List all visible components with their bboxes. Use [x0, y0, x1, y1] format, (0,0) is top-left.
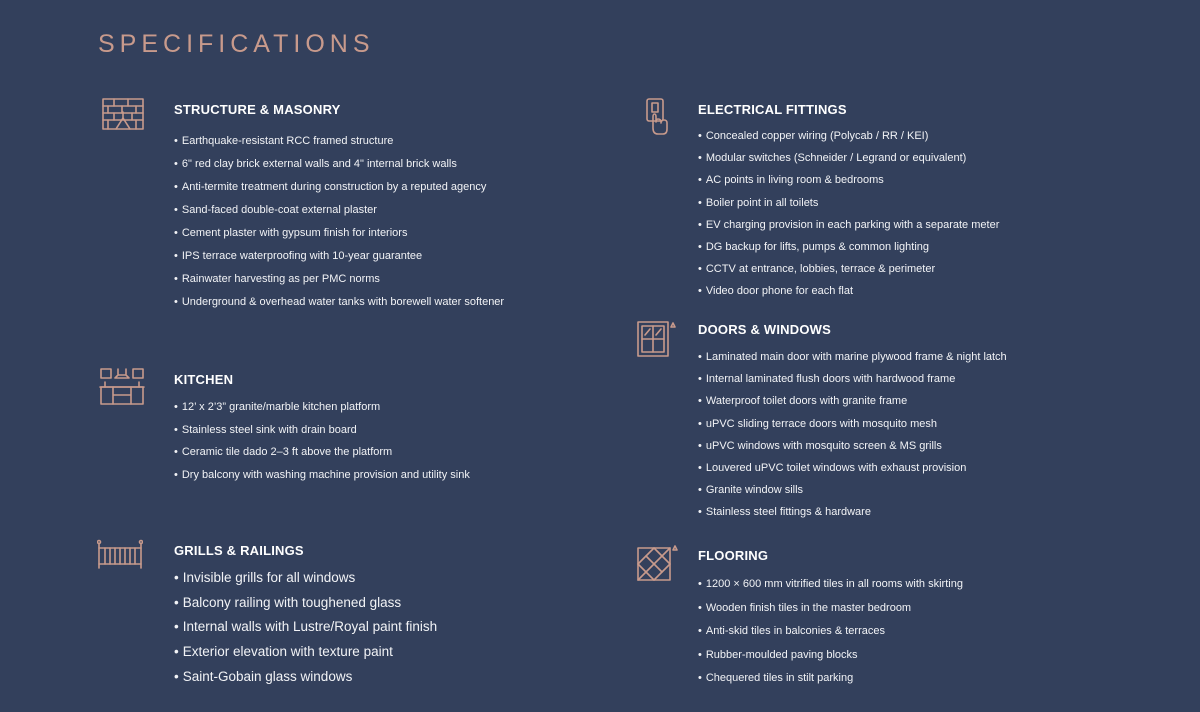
list-item: • uPVC sliding terrace doors with mosquito mesh: [698, 413, 1007, 435]
list-item: • Internal laminated flush doors with hardwood frame: [698, 368, 1007, 390]
list-item: • Video door phone for each flat: [698, 280, 999, 302]
list-item: • Waterproof toilet doors with granite frame: [698, 390, 1007, 412]
list-item: • Chequered tiles in stilt parking: [698, 667, 963, 691]
list-item: • EV charging provision in each parking with a separate meter: [698, 214, 999, 236]
list-item: • Balcony railing with toughened glass: [174, 591, 437, 616]
list-item: • Concealed copper wiring (Polycab / RR / KEI): [698, 125, 999, 147]
page-title: SPECIFICATIONS: [98, 30, 375, 58]
kitchen-icon: [99, 367, 145, 407]
section-heading: FLOORING: [698, 548, 769, 563]
list-item: • IPS terrace waterproofing with 10-year guarantee: [174, 245, 504, 268]
list-item: • Earthquake-resistant RCC framed structure: [174, 130, 504, 153]
list-item: • Rubber-moulded paving blocks: [698, 644, 963, 668]
list-item: • uPVC windows with mosquito screen & MS grills: [698, 435, 1007, 457]
section-heading: KITCHEN: [174, 372, 234, 387]
list-item: • CCTV at entrance, lobbies, terrace & perimeter: [698, 258, 999, 280]
floor-tiles-icon: [633, 544, 679, 584]
window-icon: [633, 319, 679, 359]
list-item: • Laminated main door with marine plywood frame & night latch: [698, 346, 1007, 368]
section-heading: DOORS & WINDOWS: [698, 322, 831, 337]
list-item: • Underground & overhead water tanks with borewell water softener: [174, 291, 504, 314]
list-item: • Stainless steel sink with drain board: [174, 419, 470, 442]
section-heading: STRUCTURE & MASONRY: [174, 102, 341, 117]
railing-icon: [97, 538, 143, 578]
list-item: • DG backup for lifts, pumps & common lighting: [698, 236, 999, 258]
list-item: • 1200 × 600 mm vitrified tiles in all rooms with skirting: [698, 573, 963, 597]
list-item: • Dry balcony with washing machine provision and utility sink: [174, 464, 470, 487]
list-item: • Invisible grills for all windows: [174, 566, 437, 591]
section-heading: GRILLS & RAILINGS: [174, 543, 304, 558]
spec-list: [174, 396, 470, 486]
spec-list: [698, 573, 963, 691]
list-item: • Exterior elevation with texture paint: [174, 640, 437, 665]
spec-list: [174, 130, 504, 314]
list-item: • Saint-Gobain glass windows: [174, 665, 437, 690]
switch-icon: [633, 96, 679, 136]
list-item: • Rainwater harvesting as per PMC norms: [174, 268, 504, 291]
list-item: • Granite window sills: [698, 479, 1007, 501]
brick-wall-icon: [100, 96, 146, 136]
list-item: • Modular switches (Schneider / Legrand or equivalent): [698, 147, 999, 169]
list-item: • Louvered uPVC toilet windows with exhaust provision: [698, 457, 1007, 479]
list-item: • Cement plaster with gypsum finish for interiors: [174, 222, 504, 245]
list-item: • 6" red clay brick external walls and 4" internal brick walls: [174, 153, 504, 176]
list-item: • Internal walls with Lustre/Royal paint finish: [174, 615, 437, 640]
list-item: • 12’ x 2’3” granite/marble kitchen platform: [174, 396, 470, 419]
list-item: • Anti-termite treatment during construction by a reputed agency: [174, 176, 504, 199]
spec-list: [698, 346, 1007, 524]
list-item: • AC points in living room & bedrooms: [698, 169, 999, 191]
spec-list: [174, 566, 437, 690]
list-item: • Stainless steel fittings & hardware: [698, 501, 1007, 523]
section-heading: ELECTRICAL FITTINGS: [698, 102, 847, 117]
list-item: • Anti-skid tiles in balconies & terraces: [698, 620, 963, 644]
list-item: • Ceramic tile dado 2–3 ft above the platform: [174, 441, 470, 464]
list-item: • Boiler point in all toilets: [698, 192, 999, 214]
spec-list: [698, 125, 999, 303]
list-item: • Wooden finish tiles in the master bedroom: [698, 597, 963, 621]
list-item: • Sand-faced double-coat external plaster: [174, 199, 504, 222]
